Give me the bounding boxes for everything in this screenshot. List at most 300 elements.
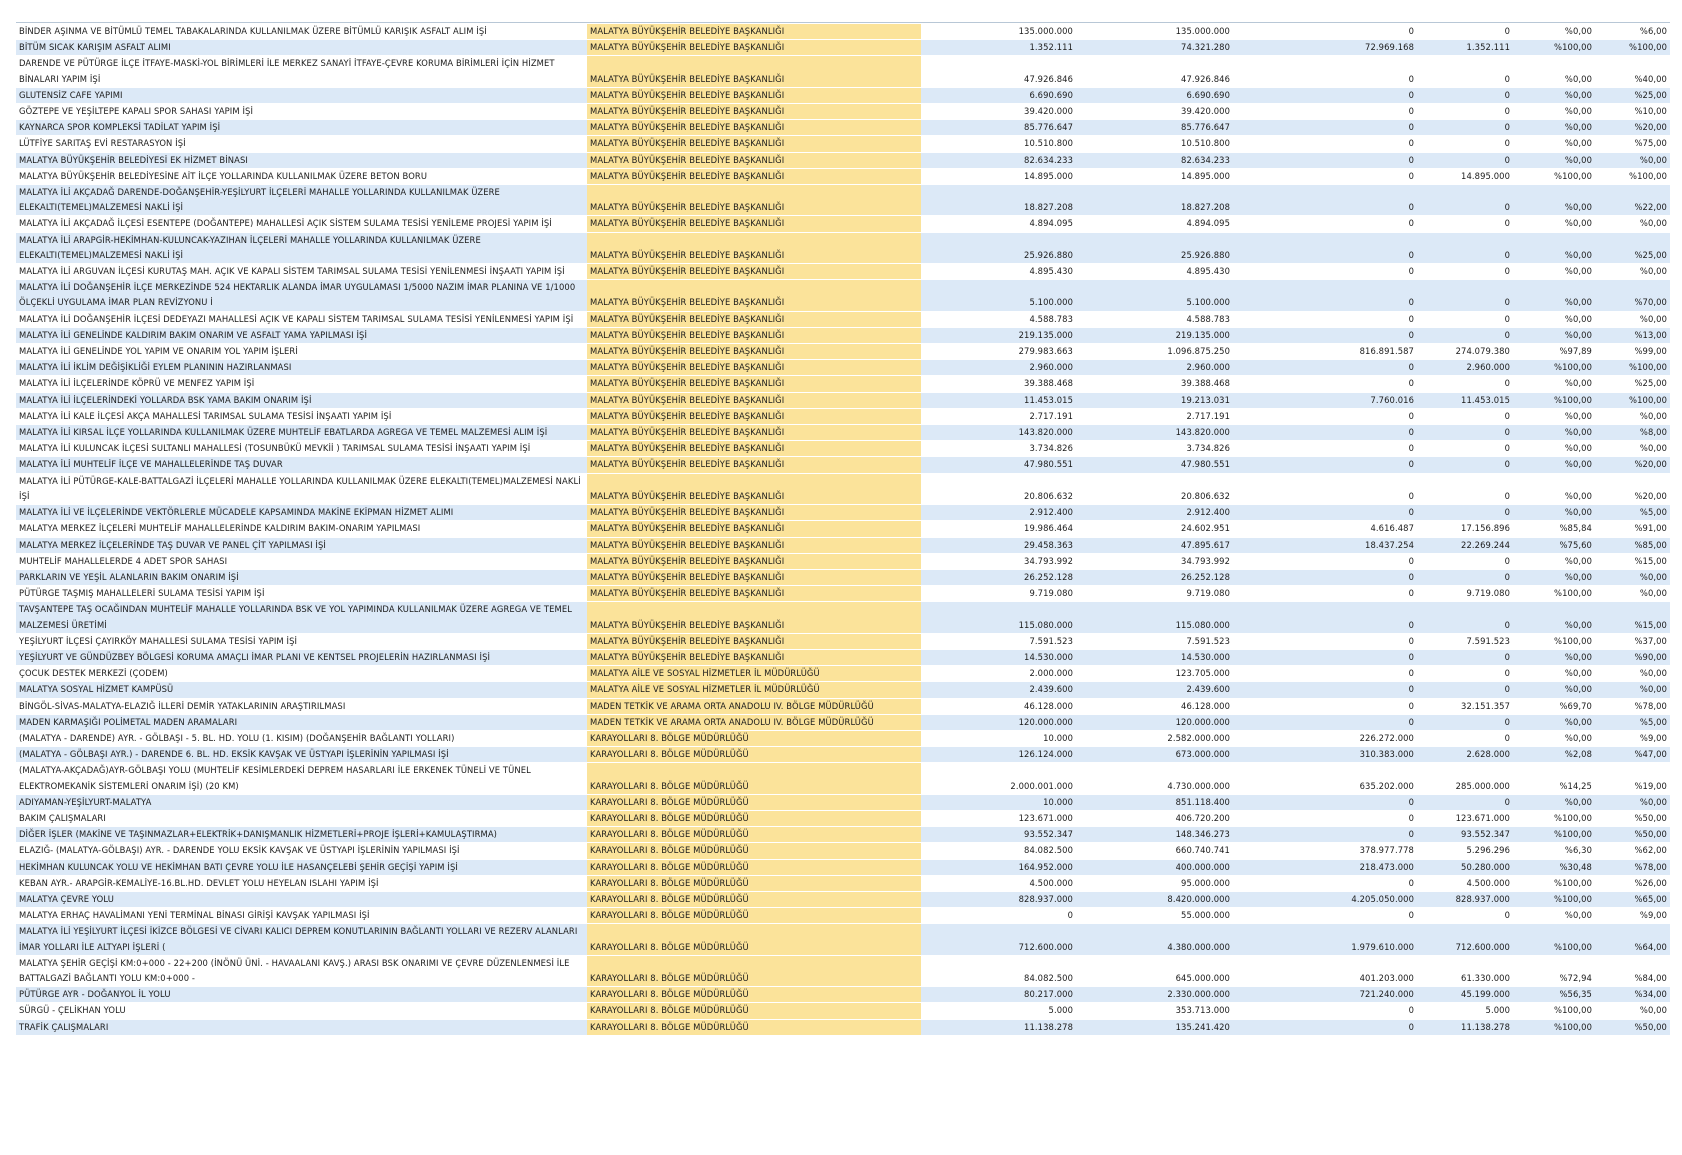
cell-amount-1[interactable]: 47.980.551: [921, 457, 1076, 473]
cell-project-name[interactable]: BİNGÖL-SİVAS-MALATYA-ELAZIĞ İLLERİ DEMİR YATAKLARININ ARAŞTIRILMASI: [16, 698, 587, 714]
cell-amount-4[interactable]: 0: [1417, 376, 1513, 392]
cell-project-name[interactable]: DARENDE VE PÜTÜRGE İLÇE İTFAYE-MASKİ-YOL BİRİMLERİ İLE MERKEZ SANAYİ İTFAYE-ÇEVRE KORUMA BİRİMLERİ İÇİN HİZMET BİNALARI YAPIM İŞİ: [16, 56, 587, 87]
cell-project-name[interactable]: YEŞİLYURT İLÇESİ ÇAYIRKÖY MAHALLESİ SULAMA TESİSİ YAPIM İŞİ: [16, 633, 587, 649]
cell-amount-4[interactable]: 0: [1417, 730, 1513, 746]
cell-percent-2[interactable]: %100,00: [1595, 360, 1670, 376]
cell-percent-1[interactable]: %0,00: [1513, 24, 1595, 40]
cell-institution[interactable]: MALATYA BÜYÜKŞEHİR BELEDİYE BAŞKANLIĞI: [587, 376, 921, 392]
cell-amount-2[interactable]: 135.241.420: [1076, 1019, 1233, 1035]
cell-amount-4[interactable]: 0: [1417, 794, 1513, 810]
cell-institution[interactable]: KARAYOLLARI 8. BÖLGE MÜDÜRLÜĞÜ: [587, 794, 921, 810]
cell-amount-4[interactable]: 0: [1417, 473, 1513, 504]
cell-amount-3[interactable]: 0: [1233, 1019, 1417, 1035]
cell-amount-4[interactable]: 0: [1417, 908, 1513, 924]
cell-project-name[interactable]: MALATYA İLİ İLÇELERİNDEKİ YOLLARDA BSK YAMA BAKIM ONARIM İŞİ: [16, 392, 587, 408]
cell-institution[interactable]: MALATYA BÜYÜKŞEHİR BELEDİYE BAŞKANLIĞI: [587, 425, 921, 441]
cell-project-name[interactable]: GLUTENSİZ CAFE YAPIMI: [16, 87, 587, 103]
cell-percent-1[interactable]: %100,00: [1513, 168, 1595, 184]
cell-institution[interactable]: MALATYA BÜYÜKŞEHİR BELEDİYE BAŞKANLIĞI: [587, 344, 921, 360]
cell-amount-3[interactable]: 0: [1233, 714, 1417, 730]
cell-percent-2[interactable]: %0,00: [1595, 794, 1670, 810]
cell-institution[interactable]: MALATYA BÜYÜKŞEHİR BELEDİYE BAŞKANLIĞI: [587, 56, 921, 87]
cell-amount-4[interactable]: 7.591.523: [1417, 633, 1513, 649]
cell-amount-4[interactable]: 22.269.244: [1417, 537, 1513, 553]
cell-percent-2[interactable]: %9,00: [1595, 730, 1670, 746]
cell-amount-2[interactable]: 4.730.000.000: [1076, 763, 1233, 794]
cell-amount-3[interactable]: 0: [1233, 457, 1417, 473]
cell-project-name[interactable]: MADEN KARMAŞIĞI POLİMETAL MADEN ARAMALARI: [16, 714, 587, 730]
cell-percent-1[interactable]: %2,08: [1513, 747, 1595, 763]
cell-percent-2[interactable]: %99,00: [1595, 344, 1670, 360]
cell-amount-4[interactable]: 0: [1417, 327, 1513, 343]
cell-institution[interactable]: KARAYOLLARI 8. BÖLGE MÜDÜRLÜĞÜ: [587, 859, 921, 875]
cell-amount-3[interactable]: 0: [1233, 602, 1417, 633]
cell-institution[interactable]: KARAYOLLARI 8. BÖLGE MÜDÜRLÜĞÜ: [587, 875, 921, 891]
cell-project-name[interactable]: KEBAN AYR.- ARAPGİR-KEMALİYE-16.BL.HD. DEVLET YOLU HEYELAN ISLAHI YAPIM İŞİ: [16, 875, 587, 891]
cell-amount-4[interactable]: 0: [1417, 457, 1513, 473]
cell-amount-1[interactable]: 115.080.000: [921, 602, 1076, 633]
cell-amount-1[interactable]: 93.552.347: [921, 827, 1076, 843]
cell-amount-4[interactable]: 0: [1417, 264, 1513, 280]
cell-amount-1[interactable]: 2.000.001.000: [921, 763, 1076, 794]
cell-project-name[interactable]: MALATYA İLİ KULUNCAK İLÇESİ SULTANLI MAHALLESİ (TOSUNBÜKÜ MEVKİİ ) TARIMSAL SULAMA TESİSİ İNŞAATI YAPIM İŞİ: [16, 441, 587, 457]
cell-amount-1[interactable]: 39.420.000: [921, 104, 1076, 120]
cell-amount-1[interactable]: 82.634.233: [921, 152, 1076, 168]
cell-amount-1[interactable]: 828.937.000: [921, 891, 1076, 907]
cell-amount-1[interactable]: 20.806.632: [921, 473, 1076, 504]
cell-amount-1[interactable]: 11.138.278: [921, 1019, 1076, 1035]
cell-amount-3[interactable]: 0: [1233, 185, 1417, 216]
cell-amount-4[interactable]: 0: [1417, 232, 1513, 263]
cell-percent-1[interactable]: %0,00: [1513, 553, 1595, 569]
cell-project-name[interactable]: ÇOCUK DESTEK MERKEZİ (ÇODEM): [16, 666, 587, 682]
cell-project-name[interactable]: GÖZTEPE VE YEŞİLTEPE KAPALI SPOR SAHASI YAPIM İŞİ: [16, 104, 587, 120]
cell-amount-4[interactable]: 9.719.080: [1417, 586, 1513, 602]
cell-amount-2[interactable]: 95.000.000: [1076, 875, 1233, 891]
cell-percent-2[interactable]: %50,00: [1595, 810, 1670, 826]
cell-amount-2[interactable]: 2.330.000.000: [1076, 987, 1233, 1003]
cell-amount-2[interactable]: 673.000.000: [1076, 747, 1233, 763]
cell-project-name[interactable]: MALATYA İLİ İLÇELERİNDE KÖPRÜ VE MENFEZ YAPIM İŞİ: [16, 376, 587, 392]
cell-institution[interactable]: MALATYA BÜYÜKŞEHİR BELEDİYE BAŞKANLIĞI: [587, 441, 921, 457]
cell-amount-4[interactable]: 0: [1417, 216, 1513, 232]
cell-percent-1[interactable]: %14,25: [1513, 763, 1595, 794]
cell-amount-2[interactable]: 82.634.233: [1076, 152, 1233, 168]
cell-amount-4[interactable]: 828.937.000: [1417, 891, 1513, 907]
cell-amount-1[interactable]: 14.530.000: [921, 649, 1076, 665]
cell-amount-1[interactable]: 126.124.000: [921, 747, 1076, 763]
cell-project-name[interactable]: KAYNARCA SPOR KOMPLEKSİ TADİLAT YAPIM İŞİ: [16, 120, 587, 136]
cell-percent-1[interactable]: %0,00: [1513, 908, 1595, 924]
cell-percent-2[interactable]: %0,00: [1595, 311, 1670, 327]
cell-percent-2[interactable]: %0,00: [1595, 216, 1670, 232]
cell-percent-2[interactable]: %100,00: [1595, 392, 1670, 408]
cell-institution[interactable]: MALATYA BÜYÜKŞEHİR BELEDİYE BAŞKANLIĞI: [587, 408, 921, 424]
cell-amount-3[interactable]: 0: [1233, 875, 1417, 891]
cell-amount-3[interactable]: 0: [1233, 56, 1417, 87]
cell-percent-1[interactable]: %100,00: [1513, 810, 1595, 826]
cell-amount-4[interactable]: 0: [1417, 136, 1513, 152]
cell-institution[interactable]: KARAYOLLARI 8. BÖLGE MÜDÜRLÜĞÜ: [587, 955, 921, 986]
cell-amount-3[interactable]: 226.272.000: [1233, 730, 1417, 746]
cell-amount-3[interactable]: 401.203.000: [1233, 955, 1417, 986]
cell-amount-4[interactable]: 0: [1417, 505, 1513, 521]
cell-percent-2[interactable]: %25,00: [1595, 87, 1670, 103]
cell-institution[interactable]: MALATYA BÜYÜKŞEHİR BELEDİYE BAŞKANLIĞI: [587, 120, 921, 136]
cell-amount-1[interactable]: 143.820.000: [921, 425, 1076, 441]
cell-institution[interactable]: MALATYA BÜYÜKŞEHİR BELEDİYE BAŞKANLIĞI: [587, 392, 921, 408]
cell-amount-3[interactable]: 0: [1233, 311, 1417, 327]
cell-amount-2[interactable]: 18.827.208: [1076, 185, 1233, 216]
cell-percent-2[interactable]: %26,00: [1595, 875, 1670, 891]
cell-institution[interactable]: MALATYA BÜYÜKŞEHİR BELEDİYE BAŞKANLIĞI: [587, 168, 921, 184]
cell-percent-2[interactable]: %62,00: [1595, 843, 1670, 859]
cell-percent-1[interactable]: %0,00: [1513, 649, 1595, 665]
cell-amount-4[interactable]: 0: [1417, 649, 1513, 665]
cell-amount-1[interactable]: 5.000: [921, 1003, 1076, 1019]
cell-institution[interactable]: MALATYA BÜYÜKŞEHİR BELEDİYE BAŞKANLIĞI: [587, 152, 921, 168]
cell-amount-1[interactable]: 120.000.000: [921, 714, 1076, 730]
cell-amount-1[interactable]: 0: [921, 908, 1076, 924]
cell-amount-4[interactable]: 0: [1417, 714, 1513, 730]
cell-institution[interactable]: KARAYOLLARI 8. BÖLGE MÜDÜRLÜĞÜ: [587, 924, 921, 955]
cell-amount-4[interactable]: 1.352.111: [1417, 40, 1513, 56]
cell-amount-3[interactable]: 816.891.587: [1233, 344, 1417, 360]
cell-amount-4[interactable]: 0: [1417, 425, 1513, 441]
cell-amount-1[interactable]: 4.500.000: [921, 875, 1076, 891]
cell-percent-2[interactable]: %0,00: [1595, 408, 1670, 424]
cell-amount-3[interactable]: 218.473.000: [1233, 859, 1417, 875]
cell-amount-4[interactable]: 2.960.000: [1417, 360, 1513, 376]
cell-percent-1[interactable]: %100,00: [1513, 633, 1595, 649]
cell-project-name[interactable]: MALATYA İLİ PÜTÜRGE-KALE-BATTALGAZİ İLÇELERİ MAHALLE YOLLARINDA KULLANILMAK ÜZERE ELEKALTI(TEMEL)MALZEMESİ NAKLİ İŞİ: [16, 473, 587, 504]
cell-institution[interactable]: KARAYOLLARI 8. BÖLGE MÜDÜRLÜĞÜ: [587, 843, 921, 859]
cell-amount-2[interactable]: 7.591.523: [1076, 633, 1233, 649]
cell-amount-1[interactable]: 135.000.000: [921, 24, 1076, 40]
cell-institution[interactable]: MALATYA BÜYÜKŞEHİR BELEDİYE BAŞKANLIĞI: [587, 185, 921, 216]
cell-project-name[interactable]: MALATYA İLİ GENELİNDE YOL YAPIM VE ONARIM YOL YAPIM İŞLERİ: [16, 344, 587, 360]
cell-amount-1[interactable]: 11.453.015: [921, 392, 1076, 408]
cell-amount-3[interactable]: 0: [1233, 810, 1417, 826]
cell-percent-1[interactable]: %0,00: [1513, 666, 1595, 682]
cell-amount-2[interactable]: 47.980.551: [1076, 457, 1233, 473]
cell-amount-2[interactable]: 46.128.000: [1076, 698, 1233, 714]
cell-amount-4[interactable]: 11.453.015: [1417, 392, 1513, 408]
cell-project-name[interactable]: MALATYA İLİ DOĞANŞEHİR İLÇE MERKEZİNDE 524 HEKTARLIK ALANDA İMAR UYGULAMASI 1/5000 NAZIM İMAR PLANINA VE 1/1000 ÖLÇEKLİ UYGULAMA İMAR PLAN REVİZYONU İ: [16, 280, 587, 311]
cell-project-name[interactable]: MALATYA BÜYÜKŞEHİR BELEDİYESİNE AİT İLÇE YOLLARINDA KULLANILMAK ÜZERE BETON BORU: [16, 168, 587, 184]
cell-project-name[interactable]: BİTÜM SICAK KARIŞIM ASFALT ALIMI: [16, 40, 587, 56]
cell-percent-1[interactable]: %0,00: [1513, 602, 1595, 633]
cell-amount-1[interactable]: 84.082.500: [921, 843, 1076, 859]
cell-percent-1[interactable]: %0,00: [1513, 87, 1595, 103]
cell-institution[interactable]: MALATYA BÜYÜKŞEHİR BELEDİYE BAŞKANLIĞI: [587, 24, 921, 40]
cell-amount-2[interactable]: 645.000.000: [1076, 955, 1233, 986]
cell-percent-1[interactable]: %85,84: [1513, 521, 1595, 537]
cell-institution[interactable]: MALATYA BÜYÜKŞEHİR BELEDİYE BAŞKANLIĞI: [587, 602, 921, 633]
cell-percent-2[interactable]: %65,00: [1595, 891, 1670, 907]
cell-percent-2[interactable]: %78,00: [1595, 859, 1670, 875]
cell-amount-4[interactable]: 17.156.896: [1417, 521, 1513, 537]
cell-amount-2[interactable]: 4.380.000.000: [1076, 924, 1233, 955]
cell-percent-2[interactable]: %37,00: [1595, 633, 1670, 649]
cell-amount-2[interactable]: 143.820.000: [1076, 425, 1233, 441]
cell-amount-3[interactable]: 0: [1233, 425, 1417, 441]
cell-institution[interactable]: MALATYA AİLE VE SOSYAL HİZMETLER İL MÜDÜRLÜĞÜ: [587, 682, 921, 698]
cell-amount-3[interactable]: 0: [1233, 264, 1417, 280]
cell-institution[interactable]: MALATYA BÜYÜKŞEHİR BELEDİYE BAŞKANLIĞI: [587, 280, 921, 311]
cell-institution[interactable]: MALATYA BÜYÜKŞEHİR BELEDİYE BAŞKANLIĞI: [587, 136, 921, 152]
cell-amount-2[interactable]: 39.420.000: [1076, 104, 1233, 120]
cell-amount-2[interactable]: 115.080.000: [1076, 602, 1233, 633]
cell-amount-1[interactable]: 279.983.663: [921, 344, 1076, 360]
cell-percent-1[interactable]: %100,00: [1513, 586, 1595, 602]
cell-percent-1[interactable]: %0,00: [1513, 441, 1595, 457]
cell-project-name[interactable]: MALATYA BÜYÜKŞEHİR BELEDİYESİ EK HİZMET BİNASI: [16, 152, 587, 168]
cell-amount-2[interactable]: 4.588.783: [1076, 311, 1233, 327]
cell-percent-1[interactable]: %0,00: [1513, 280, 1595, 311]
cell-amount-2[interactable]: 47.895.617: [1076, 537, 1233, 553]
cell-percent-1[interactable]: %100,00: [1513, 891, 1595, 907]
cell-institution[interactable]: MALATYA BÜYÜKŞEHİR BELEDİYE BAŞKANLIĞI: [587, 232, 921, 263]
cell-percent-2[interactable]: %20,00: [1595, 473, 1670, 504]
cell-amount-2[interactable]: 1.096.875.250: [1076, 344, 1233, 360]
cell-percent-1[interactable]: %0,00: [1513, 505, 1595, 521]
cell-institution[interactable]: KARAYOLLARI 8. BÖLGE MÜDÜRLÜĞÜ: [587, 987, 921, 1003]
cell-percent-1[interactable]: %0,00: [1513, 794, 1595, 810]
cell-institution[interactable]: MALATYA BÜYÜKŞEHİR BELEDİYE BAŞKANLIĞI: [587, 457, 921, 473]
cell-amount-1[interactable]: 10.000: [921, 730, 1076, 746]
cell-percent-1[interactable]: %0,00: [1513, 152, 1595, 168]
cell-percent-2[interactable]: %9,00: [1595, 908, 1670, 924]
cell-amount-3[interactable]: 0: [1233, 827, 1417, 843]
cell-percent-2[interactable]: %90,00: [1595, 649, 1670, 665]
cell-project-name[interactable]: MALATYA İLİ İKLİM DEĞİŞİKLİĞİ EYLEM PLANININ HAZIRLANMASI: [16, 360, 587, 376]
cell-amount-2[interactable]: 24.602.951: [1076, 521, 1233, 537]
cell-amount-4[interactable]: 0: [1417, 87, 1513, 103]
cell-project-name[interactable]: DİĞER İŞLER (MAKİNE VE TAŞINMAZLAR+ELEKTRİK+DANIŞMANLIK HİZMETLERİ+PROJE İŞLERİ+KAMULAŞTIRMA): [16, 827, 587, 843]
cell-project-name[interactable]: MALATYA İLİ ARAPGİR-HEKİMHAN-KULUNCAK-YAZIHAN İLÇELERİ MAHALLE YOLLARINDA KULLANILMAK ÜZERE ELEKALTI(TEMEL)MALZEMESİ NAKLİ İŞİ: [16, 232, 587, 263]
cell-percent-2[interactable]: %0,00: [1595, 586, 1670, 602]
cell-amount-3[interactable]: 0: [1233, 152, 1417, 168]
cell-amount-4[interactable]: 45.199.000: [1417, 987, 1513, 1003]
cell-amount-2[interactable]: 4.894.095: [1076, 216, 1233, 232]
cell-institution[interactable]: MALATYA BÜYÜKŞEHİR BELEDİYE BAŞKANLIĞI: [587, 104, 921, 120]
cell-amount-1[interactable]: 123.671.000: [921, 810, 1076, 826]
cell-project-name[interactable]: MALATYA ERHAÇ HAVALİMANI YENİ TERMİNAL BİNASI GİRİŞİ KAVŞAK YAPILMASI İŞİ: [16, 908, 587, 924]
cell-amount-3[interactable]: 0: [1233, 794, 1417, 810]
cell-institution[interactable]: MALATYA BÜYÜKŞEHİR BELEDİYE BAŞKANLIĞI: [587, 649, 921, 665]
cell-amount-2[interactable]: 8.420.000.000: [1076, 891, 1233, 907]
cell-amount-3[interactable]: 378.977.778: [1233, 843, 1417, 859]
cell-project-name[interactable]: TAVŞANTEPE TAŞ OCAĞINDAN MUHTELİF MAHALLE YOLLARINDA BSK VE YOL YAPIMINDA KULLANILMAK ÜZERE AGREGA VE TEMEL MALZEMESİ ÜRETİMİ: [16, 602, 587, 633]
cell-amount-4[interactable]: 0: [1417, 24, 1513, 40]
cell-project-name[interactable]: BİNDER AŞINMA VE BİTÜMLÜ TEMEL TABAKALARINDA KULLANILMAK ÜZERE BİTÜMLÜ KARIŞIK ASFALT ALIM İŞİ: [16, 24, 587, 40]
cell-amount-1[interactable]: 85.776.647: [921, 120, 1076, 136]
cell-percent-2[interactable]: %20,00: [1595, 120, 1670, 136]
cell-percent-2[interactable]: %0,00: [1595, 1003, 1670, 1019]
cell-amount-1[interactable]: 5.100.000: [921, 280, 1076, 311]
cell-amount-2[interactable]: 20.806.632: [1076, 473, 1233, 504]
cell-amount-2[interactable]: 25.926.880: [1076, 232, 1233, 263]
cell-amount-2[interactable]: 47.926.846: [1076, 56, 1233, 87]
cell-percent-2[interactable]: %10,00: [1595, 104, 1670, 120]
cell-amount-2[interactable]: 135.000.000: [1076, 24, 1233, 40]
cell-project-name[interactable]: MALATYA MERKEZ İLÇELERİ MUHTELİF MAHALLELERİNDE KALDIRIM BAKIM-ONARIM YAPILMASI: [16, 521, 587, 537]
cell-amount-3[interactable]: 0: [1233, 682, 1417, 698]
cell-percent-1[interactable]: %100,00: [1513, 827, 1595, 843]
cell-project-name[interactable]: BAKIM ÇALIŞMALARI: [16, 810, 587, 826]
cell-amount-1[interactable]: 4.588.783: [921, 311, 1076, 327]
cell-amount-4[interactable]: 0: [1417, 104, 1513, 120]
cell-amount-3[interactable]: 0: [1233, 649, 1417, 665]
cell-amount-3[interactable]: 721.240.000: [1233, 987, 1417, 1003]
cell-percent-1[interactable]: %0,00: [1513, 56, 1595, 87]
cell-project-name[interactable]: ADIYAMAN-YEŞİLYURT-MALATYA: [16, 794, 587, 810]
cell-amount-2[interactable]: 14.895.000: [1076, 168, 1233, 184]
cell-project-name[interactable]: MALATYA MERKEZ İLÇELERİNDE TAŞ DUVAR VE PANEL ÇİT YAPILMASI İŞİ: [16, 537, 587, 553]
cell-institution[interactable]: KARAYOLLARI 8. BÖLGE MÜDÜRLÜĞÜ: [587, 810, 921, 826]
cell-amount-1[interactable]: 34.793.992: [921, 553, 1076, 569]
cell-amount-3[interactable]: 0: [1233, 376, 1417, 392]
cell-amount-2[interactable]: 851.118.400: [1076, 794, 1233, 810]
cell-amount-2[interactable]: 9.719.080: [1076, 586, 1233, 602]
cell-percent-2[interactable]: %25,00: [1595, 376, 1670, 392]
cell-percent-1[interactable]: %100,00: [1513, 360, 1595, 376]
cell-institution[interactable]: KARAYOLLARI 8. BÖLGE MÜDÜRLÜĞÜ: [587, 747, 921, 763]
cell-percent-2[interactable]: %0,00: [1595, 264, 1670, 280]
cell-amount-3[interactable]: 7.760.016: [1233, 392, 1417, 408]
cell-amount-4[interactable]: 5.296.296: [1417, 843, 1513, 859]
cell-project-name[interactable]: TRAFİK ÇALIŞMALARI: [16, 1019, 587, 1035]
cell-amount-4[interactable]: 0: [1417, 569, 1513, 585]
cell-institution[interactable]: KARAYOLLARI 8. BÖLGE MÜDÜRLÜĞÜ: [587, 730, 921, 746]
cell-amount-2[interactable]: 74.321.280: [1076, 40, 1233, 56]
cell-amount-1[interactable]: 6.690.690: [921, 87, 1076, 103]
cell-institution[interactable]: MALATYA BÜYÜKŞEHİR BELEDİYE BAŞKANLIĞI: [587, 216, 921, 232]
cell-percent-1[interactable]: %0,00: [1513, 232, 1595, 263]
cell-project-name[interactable]: MUHTELİF MAHALLELERDE 4 ADET SPOR SAHASI: [16, 553, 587, 569]
cell-amount-2[interactable]: 2.582.000.000: [1076, 730, 1233, 746]
cell-amount-4[interactable]: 93.552.347: [1417, 827, 1513, 843]
cell-amount-3[interactable]: 0: [1233, 505, 1417, 521]
cell-percent-2[interactable]: %100,00: [1595, 168, 1670, 184]
cell-percent-2[interactable]: %40,00: [1595, 56, 1670, 87]
cell-institution[interactable]: MALATYA BÜYÜKŞEHİR BELEDİYE BAŞKANLIĞI: [587, 360, 921, 376]
cell-percent-1[interactable]: %0,00: [1513, 136, 1595, 152]
cell-amount-4[interactable]: 0: [1417, 185, 1513, 216]
cell-amount-1[interactable]: 1.352.111: [921, 40, 1076, 56]
cell-amount-1[interactable]: 2.000.000: [921, 666, 1076, 682]
cell-institution[interactable]: MALATYA BÜYÜKŞEHİR BELEDİYE BAŞKANLIĞI: [587, 473, 921, 504]
cell-amount-1[interactable]: 46.128.000: [921, 698, 1076, 714]
cell-percent-1[interactable]: %0,00: [1513, 311, 1595, 327]
cell-project-name[interactable]: MALATYA İLİ YEŞİLYURT İLÇESİ İKİZCE BÖLGESİ VE CİVARI KALICI DEPREM KONUTLARININ BAĞLANTI YOLLARI VE REZERV ALANLARI İMAR YOLLARI İLE ALTYAPI İŞLERİ (: [16, 924, 587, 955]
cell-amount-3[interactable]: 0: [1233, 327, 1417, 343]
cell-amount-1[interactable]: 19.986.464: [921, 521, 1076, 537]
cell-project-name[interactable]: MALATYA İLİ AKÇADAĞ DARENDE-DOĞANŞEHİR-YEŞİLYURT İLÇELERİ MAHALLE YOLLARINDA KULLANILMAK ÜZERE ELEKALTI(TEMEL)MALZEMESİ NAKLİ İŞİ: [16, 185, 587, 216]
cell-project-name[interactable]: (MALATYA - GÖLBAŞI AYR.) - DARENDE 6. BL. HD. EKSİK KAVŞAK VE ÜSTYAPI İŞLERİNİN YAPILMASI İŞİ: [16, 747, 587, 763]
cell-amount-1[interactable]: 4.895.430: [921, 264, 1076, 280]
cell-amount-2[interactable]: 3.734.826: [1076, 441, 1233, 457]
cell-amount-1[interactable]: 29.458.363: [921, 537, 1076, 553]
cell-amount-4[interactable]: 274.079.380: [1417, 344, 1513, 360]
cell-amount-3[interactable]: 0: [1233, 408, 1417, 424]
cell-project-name[interactable]: HEKİMHAN KULUNCAK YOLU VE HEKİMHAN BATI ÇEVRE YOLU İLE HASANÇELEBİ ŞEHİR GEÇİŞİ YAPIM İŞİ: [16, 859, 587, 875]
cell-amount-3[interactable]: 0: [1233, 232, 1417, 263]
cell-percent-2[interactable]: %47,00: [1595, 747, 1670, 763]
cell-institution[interactable]: MALATYA BÜYÜKŞEHİR BELEDİYE BAŞKANLIĞI: [587, 537, 921, 553]
cell-project-name[interactable]: MALATYA ÇEVRE YOLU: [16, 891, 587, 907]
cell-amount-3[interactable]: 0: [1233, 87, 1417, 103]
cell-amount-1[interactable]: 2.960.000: [921, 360, 1076, 376]
cell-percent-1[interactable]: %100,00: [1513, 875, 1595, 891]
cell-percent-2[interactable]: %0,00: [1595, 569, 1670, 585]
cell-institution[interactable]: MALATYA BÜYÜKŞEHİR BELEDİYE BAŞKANLIĞI: [587, 505, 921, 521]
cell-project-name[interactable]: PÜTÜRGE AYR - DOĞANYOL İL YOLU: [16, 987, 587, 1003]
cell-amount-4[interactable]: 0: [1417, 408, 1513, 424]
cell-percent-2[interactable]: %64,00: [1595, 924, 1670, 955]
cell-percent-1[interactable]: %0,00: [1513, 264, 1595, 280]
cell-amount-1[interactable]: 10.000: [921, 794, 1076, 810]
cell-amount-2[interactable]: 148.346.273: [1076, 827, 1233, 843]
cell-percent-1[interactable]: %0,00: [1513, 104, 1595, 120]
cell-amount-3[interactable]: 0: [1233, 553, 1417, 569]
cell-amount-3[interactable]: 0: [1233, 473, 1417, 504]
cell-amount-1[interactable]: 9.719.080: [921, 586, 1076, 602]
cell-institution[interactable]: KARAYOLLARI 8. BÖLGE MÜDÜRLÜĞÜ: [587, 763, 921, 794]
cell-institution[interactable]: KARAYOLLARI 8. BÖLGE MÜDÜRLÜĞÜ: [587, 827, 921, 843]
cell-percent-1[interactable]: %100,00: [1513, 1019, 1595, 1035]
cell-project-name[interactable]: MALATYA İLİ MUHTELİF İLÇE VE MAHALLELERİNDE TAŞ DUVAR: [16, 457, 587, 473]
cell-percent-1[interactable]: %6,30: [1513, 843, 1595, 859]
cell-percent-2[interactable]: %91,00: [1595, 521, 1670, 537]
cell-amount-2[interactable]: 400.000.000: [1076, 859, 1233, 875]
cell-amount-4[interactable]: 0: [1417, 666, 1513, 682]
cell-project-name[interactable]: SÜRGÜ - ÇELİKHAN YOLU: [16, 1003, 587, 1019]
cell-amount-4[interactable]: 50.280.000: [1417, 859, 1513, 875]
cell-percent-1[interactable]: %0,00: [1513, 185, 1595, 216]
cell-amount-1[interactable]: 7.591.523: [921, 633, 1076, 649]
cell-percent-1[interactable]: %56,35: [1513, 987, 1595, 1003]
cell-amount-2[interactable]: 406.720.200: [1076, 810, 1233, 826]
cell-amount-1[interactable]: 14.895.000: [921, 168, 1076, 184]
cell-amount-2[interactable]: 2.439.600: [1076, 682, 1233, 698]
cell-amount-1[interactable]: 26.252.128: [921, 569, 1076, 585]
cell-percent-2[interactable]: %8,00: [1595, 425, 1670, 441]
cell-project-name[interactable]: (MALATYA-AKÇADAĞ)AYR-GÖLBAŞI YOLU (MUHTELİF KESİMLERDEKİ DEPREM HASARLARI İLE ERKENEK TÜNELİ VE TÜNEL ELEKTROMEKANİK SİSTEMLERİ ONARIM İŞİ) (20 KM): [16, 763, 587, 794]
cell-institution[interactable]: MALATYA BÜYÜKŞEHİR BELEDİYE BAŞKANLIĞI: [587, 586, 921, 602]
cell-percent-1[interactable]: %0,00: [1513, 730, 1595, 746]
cell-percent-1[interactable]: %0,00: [1513, 216, 1595, 232]
cell-project-name[interactable]: MALATYA ŞEHİR GEÇİŞİ KM:0+000 - 22+200 (İNÖNÜ ÜNİ. - HAVAALANI KAVŞ.) ARASI BSK ONARIMI VE ÇEVRE DÜZENLENMESİ İLE BATTALGAZİ BAĞLANTI YOLU KM:0+000 -: [16, 955, 587, 986]
cell-amount-3[interactable]: 0: [1233, 120, 1417, 136]
cell-amount-3[interactable]: 310.383.000: [1233, 747, 1417, 763]
cell-percent-2[interactable]: %100,00: [1595, 40, 1670, 56]
cell-amount-3[interactable]: 0: [1233, 136, 1417, 152]
cell-amount-3[interactable]: 4.205.050.000: [1233, 891, 1417, 907]
cell-amount-2[interactable]: 85.776.647: [1076, 120, 1233, 136]
cell-percent-2[interactable]: %78,00: [1595, 698, 1670, 714]
cell-amount-4[interactable]: 0: [1417, 280, 1513, 311]
cell-project-name[interactable]: MALATYA İLİ KALE İLÇESİ AKÇA MAHALLESİ TARIMSAL SULAMA TESİSİ İNŞAATI YAPIM İŞİ: [16, 408, 587, 424]
cell-amount-1[interactable]: 3.734.826: [921, 441, 1076, 457]
cell-amount-1[interactable]: 18.827.208: [921, 185, 1076, 216]
cell-amount-4[interactable]: 0: [1417, 152, 1513, 168]
cell-percent-2[interactable]: %19,00: [1595, 763, 1670, 794]
cell-institution[interactable]: MALATYA BÜYÜKŞEHİR BELEDİYE BAŞKANLIĞI: [587, 264, 921, 280]
cell-percent-1[interactable]: %100,00: [1513, 392, 1595, 408]
cell-institution[interactable]: MALATYA BÜYÜKŞEHİR BELEDİYE BAŞKANLIĞI: [587, 311, 921, 327]
